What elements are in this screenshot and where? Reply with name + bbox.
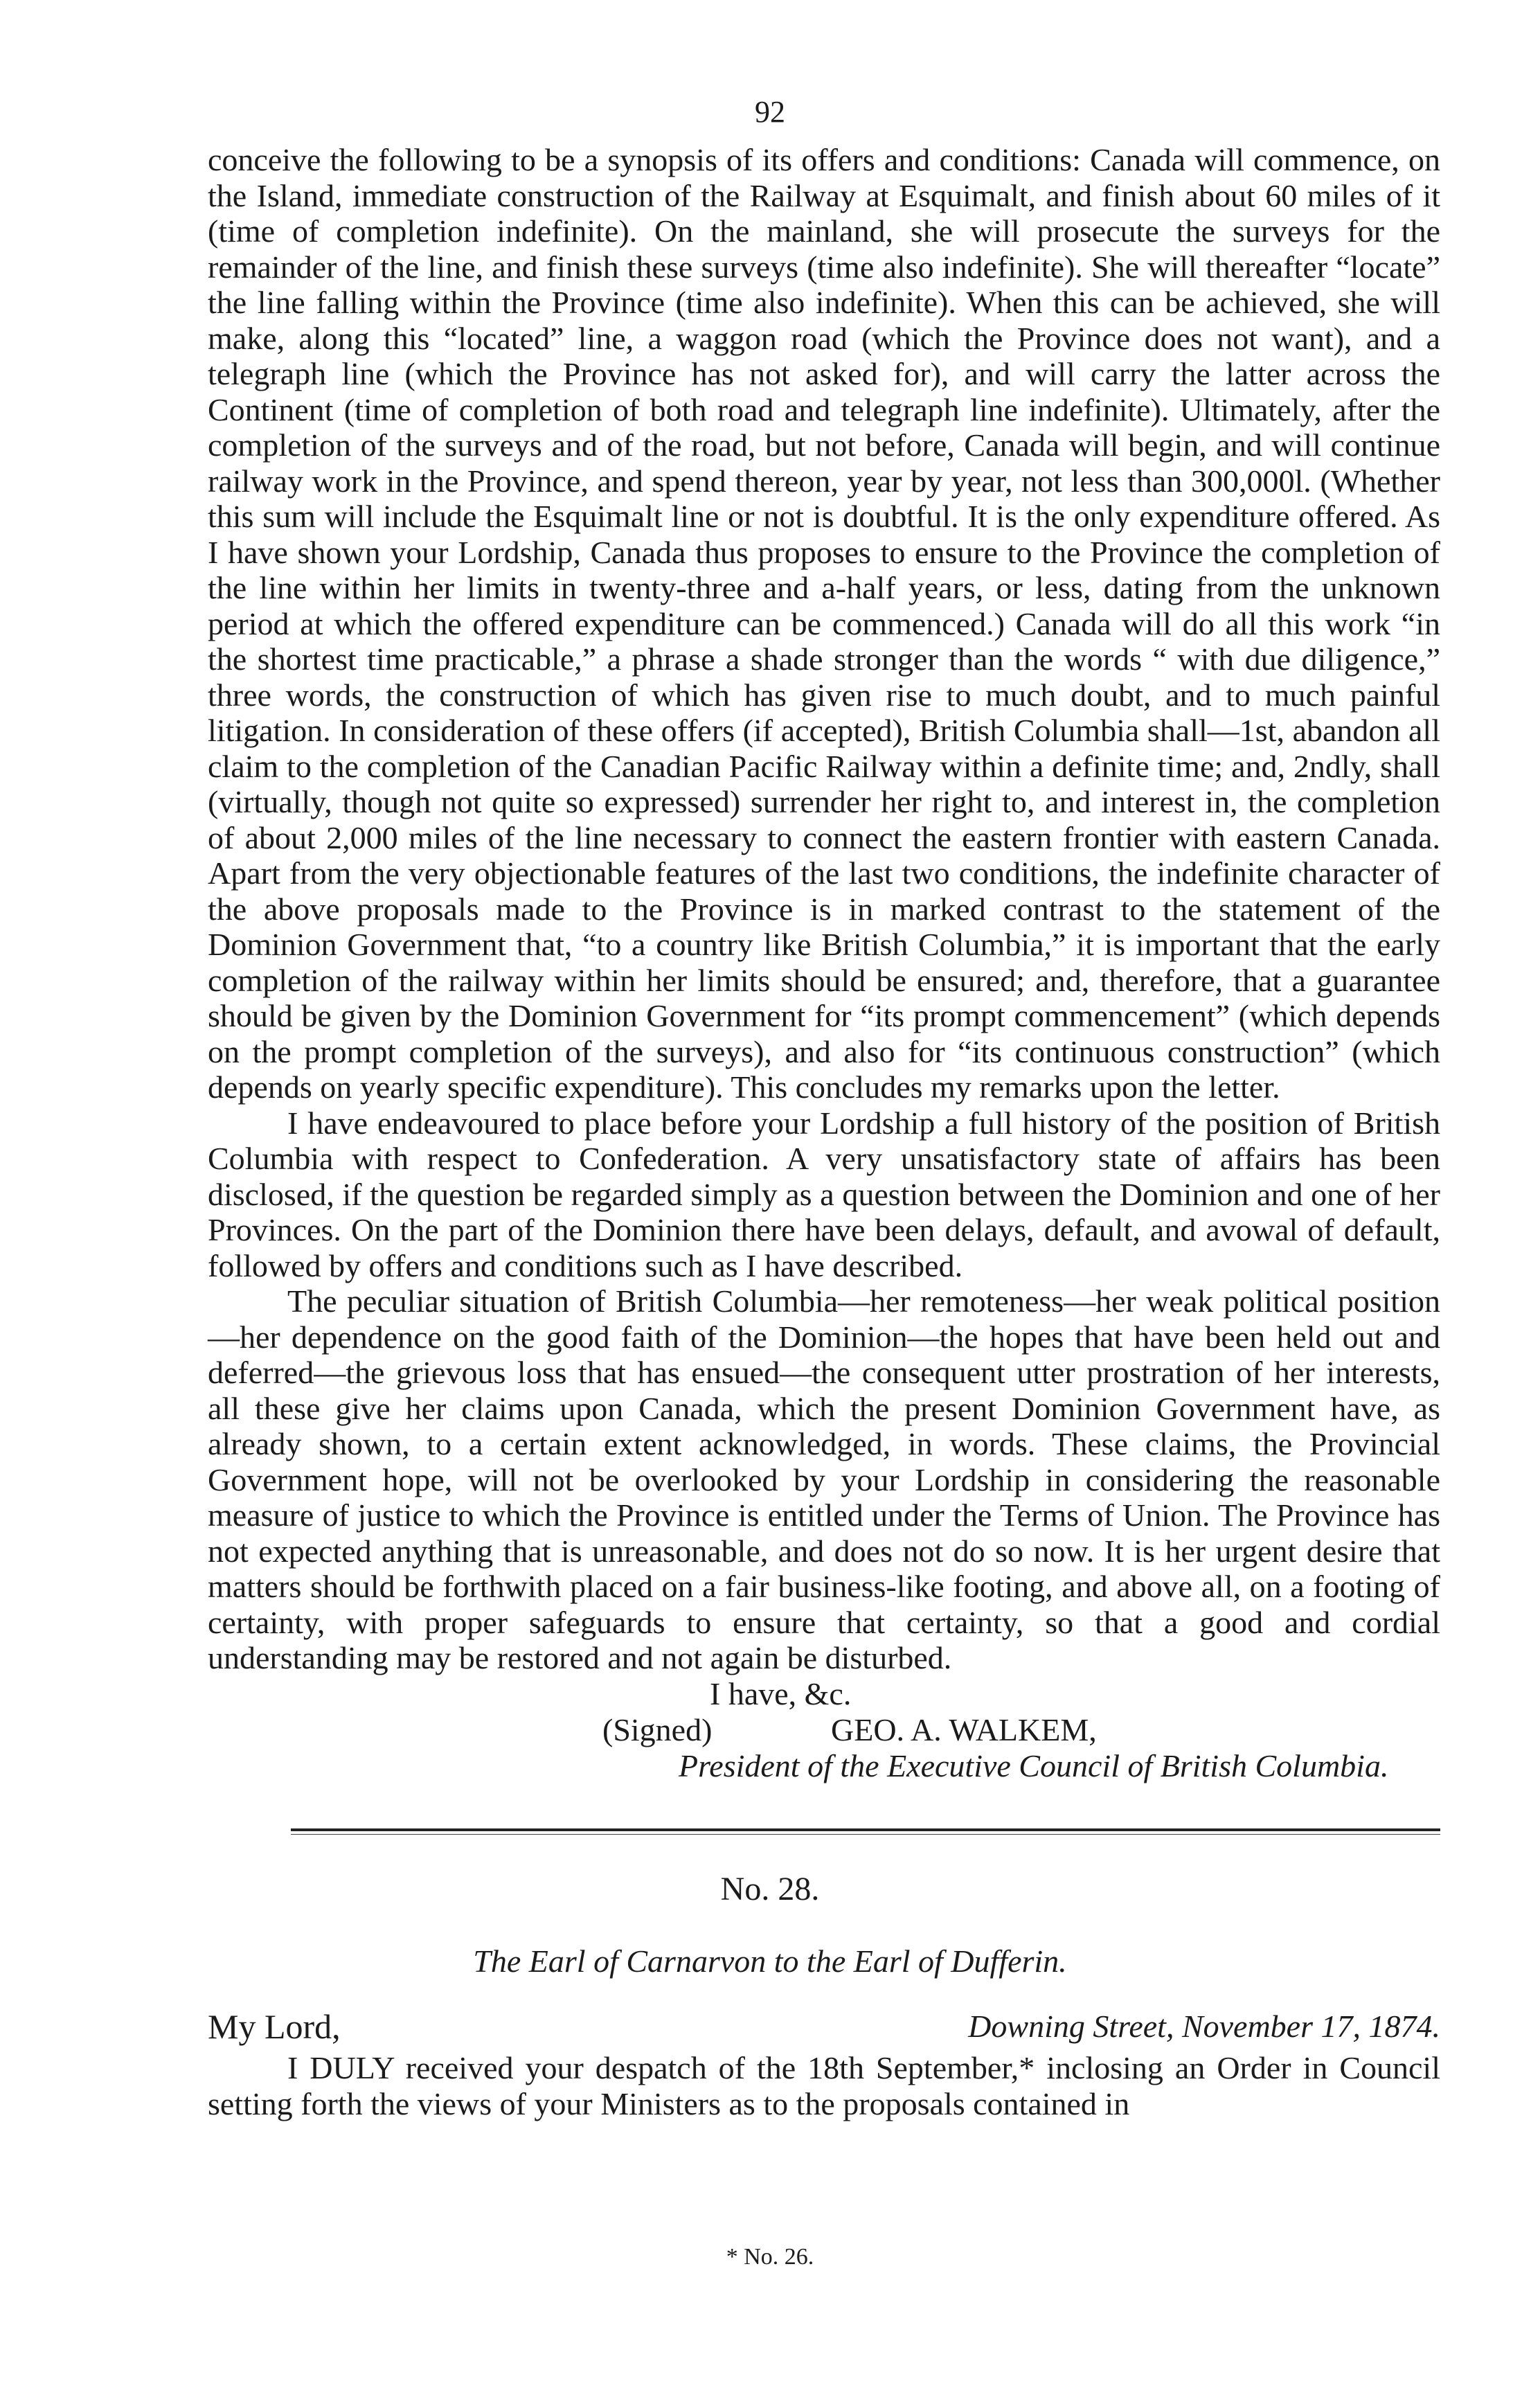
closing-i-have: I have, &c.	[710, 1675, 852, 1711]
signatory-title: President of the Executive Council of British Columbia.	[679, 1747, 1389, 1783]
letter-text: I DULY received your despatch of the 18th September,* inclosing an Order in Council setting forth the views of your Ministers as to the proposals contained in	[208, 2050, 1440, 2121]
paragraph-2: I have endeavoured to place before your Lordship a full history of the position of British Columbia with respect to Confederation. A very unsatisfactory state of affairs has been disclosed, if the question be regarded simply as a question between the Dominion and one of her Provinces. On the part of the Dominion there have been delays, default, and avowal of default, followed by offers and conditions such as I have described.	[208, 1105, 1440, 1283]
footnote: * No. 26.	[726, 2244, 814, 2270]
signatory-name: GEO. A. WALKEM,	[831, 1711, 1097, 1747]
closing-block	[208, 1676, 1440, 1784]
letter-body	[208, 142, 1440, 1784]
paragraph-1: conceive the following to be a synopsis of its offers and conditions: Canada will commence, on the Island, immediate construction of the Railway at Esquimalt, and finish about 60 miles of it (time of completion indefinite). On the mainland, she will prosecute the surveys for the remainder of the line, and finish these surveys (time also indefinite). She will thereafter “locate” the line falling within the Province (time also indefinite). When this can be achieved, she will make, along this “located” line, a waggon road (which the Province does not want), and a telegraph line (which the Province has not asked for), and will carry the latter across the Continent (time of completion of both road and telegraph line indefinite). Ultimately, after the completion of the surveys and of the road, but not before, Canada will begin, and will continue railway work in the Province, and spend thereon, year by year, not less than 300,000l. (Whether this sum will include the Esquimalt line or not is doubtful. It is the only expenditure offered. As I have shown your Lordship, Canada thus proposes to ensure to the Province the completion of the line within her limits in twenty-three and a-half years, or less, dating from the unknown period at which the offered expenditure can be commenced.) Canada will do all this work “in the shortest time practicable,” a phrase a shade stronger than the words “ with due diligence,” three words, the construction of which has given rise to much doubt, and to much painful litigation. In consideration of these offers (if accepted), British Columbia shall—1st, abandon all claim to the completion of the Canadian Pacific Railway within a definite time; and, 2ndly, shall (virtually, though not quite so expressed) surrender her right to, and interest in, the completion of about 2,000 miles of the line necessary to connect the eastern frontier with eastern Canada. Apart from the very objectionable features of the last two conditions, the indefinite character of the above proposals made to the Province is in marked contrast to the statement of the Dominion Government that, “to a country like British Columbia,” it is important that the early completion of the railway within her limits should be ensured; and, therefore, that a guarantee should be given by the Dominion Government for “its prompt commencement” (which depends on the prompt completion of the surveys), and also for “its continuous construction” (which depends on yearly specific expenditure). This concludes my remarks upon the letter.	[208, 142, 1440, 1105]
next-letter	[208, 2009, 1440, 2122]
salutation: My Lord,	[208, 2007, 341, 2046]
paragraph-3: The peculiar situation of British Columbia—her remoteness—her weak political position—her dependence on the good faith of the Dominion—the hopes that have been held out and deferred—the grievous loss that has ensued—the consequent utter prostration of her interests, all these give her claims upon Canada, which the present Dominion Government have, as already shown, to a certain extent acknowledged, in words. These claims, the Provincial Government hope, will not be overlooked by your Lordship in considering the reasonable measure of justice to which the Province is entitled under the Terms of Union. The Province has not expected anything that is unreasonable, and does not do so now. It is her urgent desire that matters should be forthwith placed on a fair business-like footing, and above all, on a footing of certainty, with proper safeguards to ensure that certainty, so that a good and cordial understanding may be restored and not again be disturbed.	[208, 1283, 1440, 1675]
dateline: Downing Street, November 17, 1874.	[968, 2009, 1440, 2044]
closing-signed: (Signed)	[602, 1711, 713, 1747]
document-number: No. 28.	[720, 1871, 820, 1907]
section-divider	[291, 1828, 1440, 1831]
document-heading: The Earl of Carnarvon to the Earl of Dufferin.	[473, 1943, 1067, 1979]
page-number: 92	[755, 95, 785, 129]
section-divider-thin	[291, 1834, 1440, 1835]
